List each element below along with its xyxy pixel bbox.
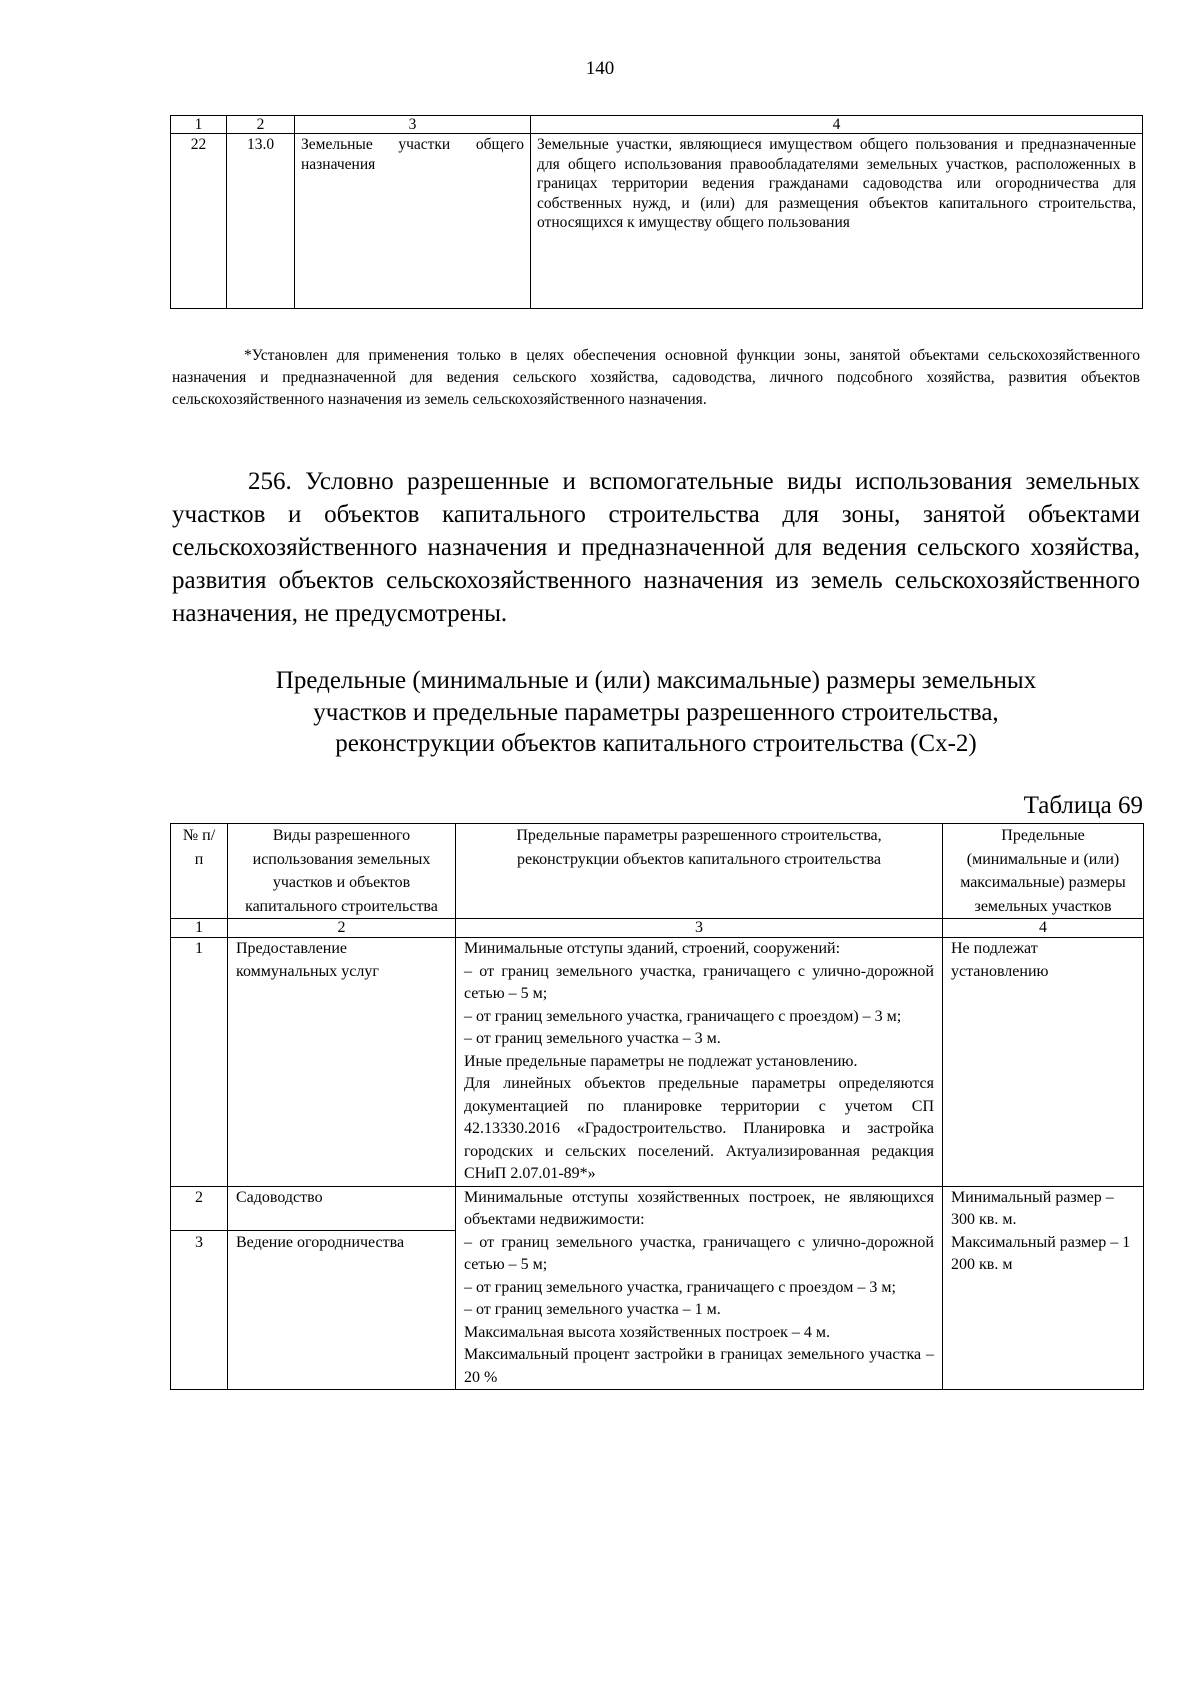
section-title-line: реконструкции объектов капитального строительства (Сх-2): [335, 730, 977, 757]
section-title-line: участков и предельные параметры разрешенного строительства,: [313, 698, 999, 726]
header-num: № п/п: [171, 824, 228, 919]
row-number: 1: [171, 938, 228, 1187]
row-number: 2: [195, 1188, 203, 1206]
column-number: 1: [171, 919, 228, 938]
top-table-header-cell: 1: [171, 116, 227, 134]
column-number-row: [171, 919, 1144, 938]
size-line: Минимальный размер – 300 кв. м.: [951, 1188, 1114, 1228]
top-table-row: [171, 134, 1143, 309]
table-69: [170, 823, 1144, 1390]
footnote: *Установлен для применения только в целях обеспечения основной функции зоны, занятой объектами сельскохозяйственного назначения и предназначенной для ведения сельского хозяйства, садоводства, личного подсобного хозяйства, развития объектов сельскохозяйственного назначения из земель сельскохозяйственного назначения.: [172, 347, 1140, 408]
rows-2-3-numbers: [171, 1186, 228, 1390]
paragraph-256: 256. Условно разрешенные и вспомогательные виды использования земельных участков и объектов капитального строительства для зоны, занятой объектами сельскохозяйственного назначения и предназначенной для ведения сельского хозяйства, развития объектов сельскохозяйственного назначения из земель сельскохозяйственного назначения, не предусмотрены.: [172, 468, 1140, 627]
row-divider: [171, 1230, 227, 1231]
table-header-row: [171, 824, 1144, 919]
header-sizes: Предельные (минимальные и (или) максимальные) размеры земельных участков: [943, 824, 1144, 919]
header-params: Предельные параметры разрешенного строительства, реконструкции объектов капитального строительства: [456, 824, 943, 919]
column-number: 4: [943, 919, 1144, 938]
param-line: – от границ земельного участка – 1 м.: [464, 1301, 721, 1318]
row-type: Садоводство: [236, 1188, 323, 1206]
row-divider: [228, 1230, 455, 1231]
row-params: [456, 938, 943, 1187]
param-line: – от границ земельного участка, граничащего с улично-дорожной сетью – 5 м;: [464, 962, 934, 1002]
row-type: Предоставление коммунальных услуг: [228, 938, 456, 1187]
row-number: 3: [195, 1233, 203, 1251]
row-name: Земельные участки общего назначения: [295, 134, 531, 309]
size-line: Максимальный размер – 1 200 кв. м: [951, 1233, 1131, 1273]
param-line: – от границ земельного участка – 3 м.: [464, 1030, 721, 1047]
row-number: 22: [171, 134, 227, 309]
top-table-fragment: [170, 115, 1143, 309]
column-number: 3: [456, 919, 943, 938]
row-sizes: Не подлежат установлению: [943, 938, 1144, 1187]
header-type: Виды разрешенного использования земельных участков и объектов капитального строительства: [228, 824, 456, 919]
top-table-header-cell: 2: [227, 116, 295, 134]
param-line: – от границ земельного участка, граничащего с проездом – 3 м;: [464, 1278, 896, 1296]
table-row-merged: [171, 1186, 1144, 1390]
param-line: Максимальная высота хозяйственных построек – 4 м.: [464, 1323, 831, 1341]
rows-2-3-params: [456, 1186, 943, 1390]
param-line: – от границ земельного участка, граничащего с улично-дорожной сетью – 5 м;: [464, 1233, 934, 1273]
top-table-header-cell: 3: [295, 116, 531, 134]
row-code: 13.0: [227, 134, 295, 309]
param-line: Для линейных объектов предельные параметры определяются документацией по планировке территории с учетом СП 42.13330.2016 «Градостроительство. Планировка и застройка городских и сельских поселений. Актуализированная редакция СНиП 2.07.01-89*»: [464, 1075, 934, 1182]
param-line: Минимальные отступы зданий, строений, сооружений:: [464, 940, 841, 957]
rows-2-3-types: [228, 1186, 456, 1390]
rows-2-3-sizes: [943, 1186, 1144, 1390]
row-type: Ведение огородничества: [236, 1233, 405, 1251]
page-number: 140: [585, 58, 615, 79]
column-number: 2: [228, 919, 456, 938]
table-caption: Таблица 69: [1023, 792, 1143, 819]
row-description: Земельные участки, являющиеся имуществом общего пользования и предназначенные для общего использования правообладателями земельных участков, расположенных в границах территории ведения гражданами садоводства или огородничества для собственных нужд, и (или) для размещения объектов капитального строительства, относящихся к имуществу общего пользования: [531, 134, 1143, 309]
section-title: [172, 665, 1140, 760]
param-line: Иные предельные параметры не подлежат установлению.: [464, 1052, 858, 1070]
top-table-header-row: [171, 116, 1143, 134]
param-line: – от границ земельного участка, граничащего с проездом) – 3 м;: [464, 1007, 902, 1025]
top-table-header-cell: 4: [531, 116, 1143, 134]
param-line: Максимальный процент застройки в границах земельного участка – 20 %: [464, 1346, 934, 1386]
section-title-line: Предельные (минимальные и (или) максимальные) размеры земельных: [275, 667, 1037, 694]
table-row: [171, 938, 1144, 1187]
param-line: Минимальные отступы хозяйственных построек, не являющихся объектами недвижимости:: [464, 1188, 934, 1228]
